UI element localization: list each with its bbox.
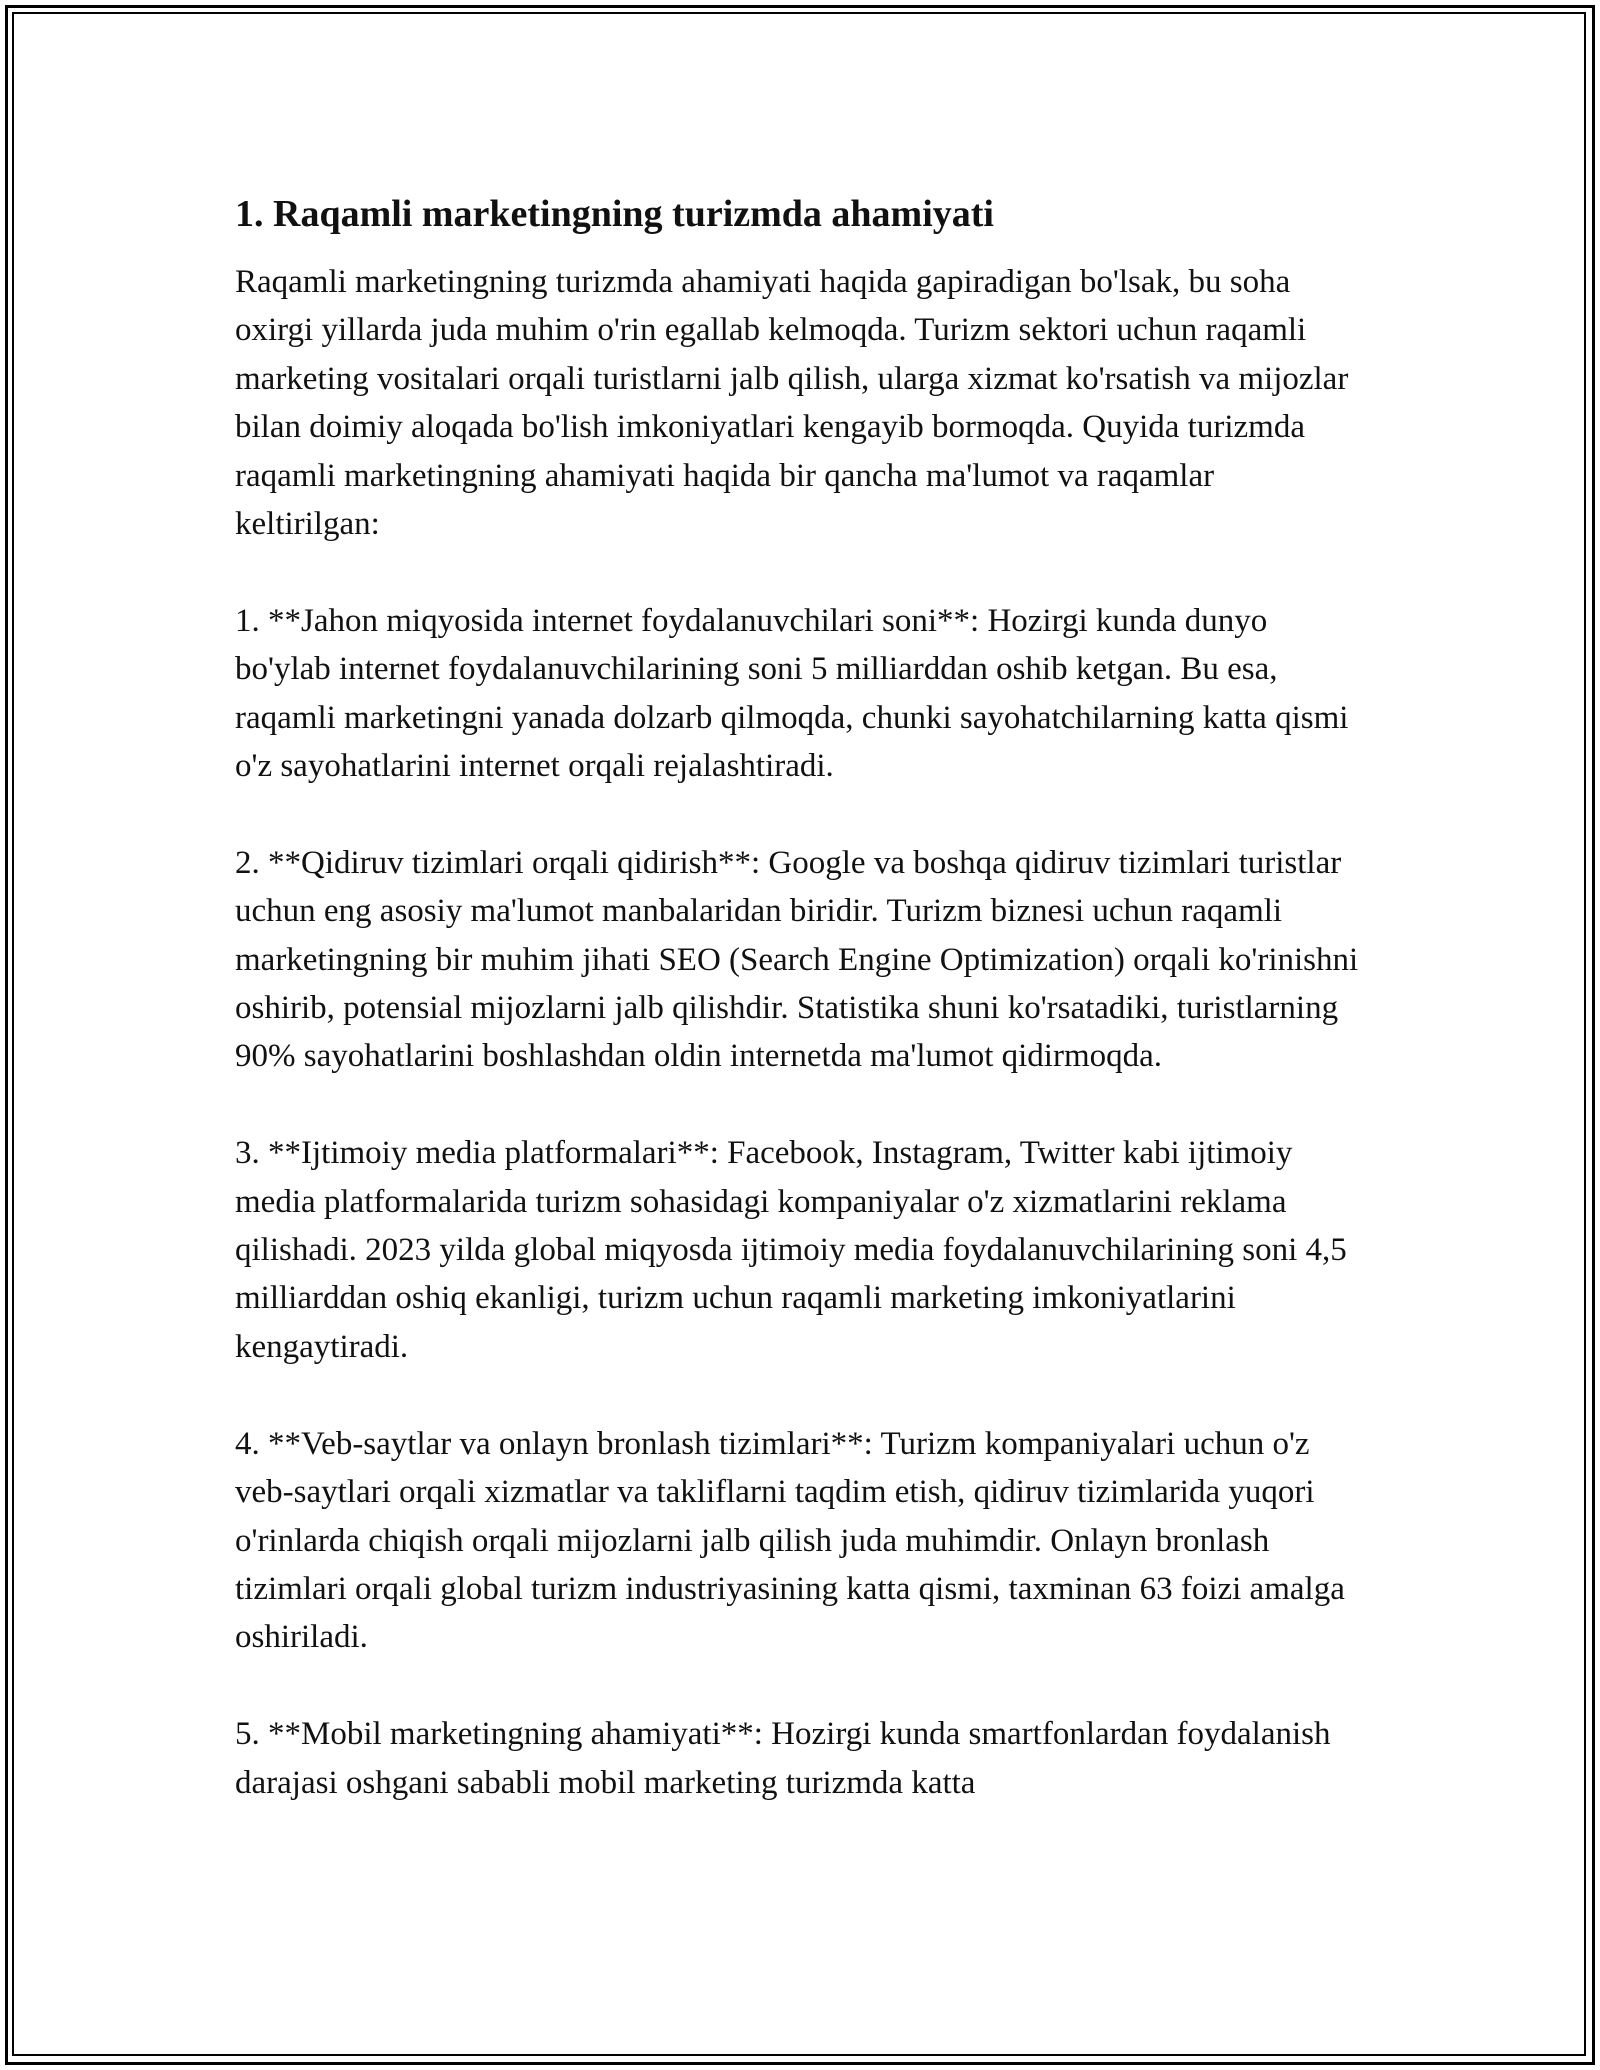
page-title: 1. Raqamli marketingning turizmda ahamiyati (235, 193, 994, 235)
document-body (235, 188, 1365, 1807)
paragraph-item-3: 3. **Ijtimoiy media platformalari**: Facebook, Instagram, Twitter kabi ijtimoiy media platformalarida turizm sohasidagi kompaniyalar o'z xizmatlarini reklama qilishadi. 2023 yilda global miqyosda ijtimoiy media foydalanuvchilarining soni 4,5 milliarddan oshiq ekanligi, turizm uchun raqamli marketing imkoniyatlarini kengaytiradi. (235, 1135, 1347, 1365)
paragraph-item-5: 5. **Mobil marketingning ahamiyati**: Hozirgi kunda smartfonlardan foydalanish darajasi oshgani sababli mobil marketing turizmda katta (235, 1716, 1331, 1801)
paragraph-item-1: 1. **Jahon miqyosida internet foydalanuvchilari soni**: Hozirgi kunda dunyo bo'ylab internet foydalanuvchilarining soni 5 milliarddan oshib ketgan. Bu esa, raqamli marketingni yanada dolzarb qilmoqda, chunki sayohatchilarning katta qismi o'z sayohatlarini internet orqali rejalashtiradi. (235, 602, 1349, 785)
paragraph-item-2: 2. **Qidiruv tizimlari orqali qidirish**: Google va boshqa qidiruv tizimlari turistlar uchun eng asosiy ma'lumot manbalaridan biridir. Turizm biznesi uchun raqamli marketingning bir muhim jihati SEO (Search Engine Optimization) orqali ko'rinishni oshirib, potensial mijozlarni jalb qilishdir. Statistika shuni ko'rsatadiki, turistlarning 90% sayohatlarini boshlashdan oldin internetda ma'lumot qidirmoqda. (235, 844, 1359, 1075)
paragraph-intro: Raqamli marketingning turizmda ahamiyati haqida gapiradigan bo'lsak, bu soha oxirgi yillarda juda muhim o'rin egallab kelmoqda. Turizm sektori uchun raqamli marketing vositalari orqali turistlarni jalb qilish, ularga xizmat ko'rsatish va mijozlar bilan doimiy aloqada bo'lish imkoniyatlari kengayib bormoqda. Quyida turizmda raqamli marketingning ahamiyati haqida bir qancha ma'lumot va raqamlar keltirilgan: (235, 264, 1349, 543)
paragraph-item-4: 4. **Veb-saytlar va onlayn bronlash tizimlari**: Turizm kompaniyalari uchun o'z veb-saytlari orqali xizmatlar va takliflarni taqdim etish, qidiruv tizimlarida yuqori o'rinlarda chiqish orqali mijozlarni jalb qilish juda muhimdir. Onlayn bronlash tizimlari orqali global turizm industriyasining katta qismi, taxminan 63 foizi amalga oshiriladi. (235, 1425, 1345, 1656)
